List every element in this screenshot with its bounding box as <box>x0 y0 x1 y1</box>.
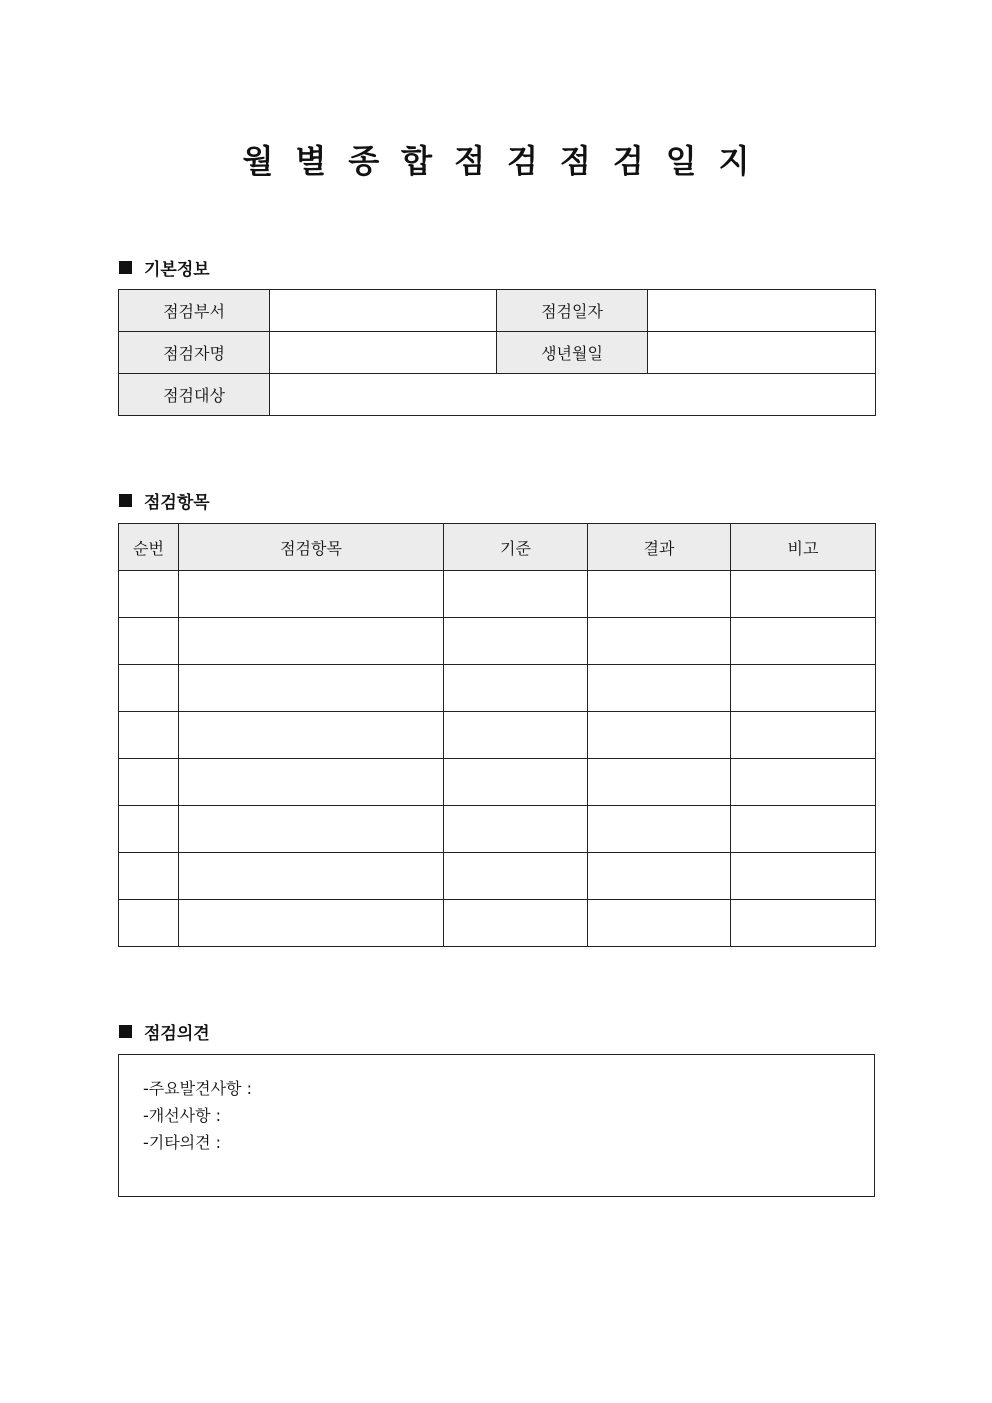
cell-result[interactable] <box>588 665 731 712</box>
cell-no[interactable] <box>119 618 179 665</box>
cell-no[interactable] <box>119 759 179 806</box>
header-item: 점검항목 <box>179 524 444 571</box>
cell-remarks[interactable] <box>731 900 876 947</box>
cell-item[interactable] <box>179 712 444 759</box>
cell-remarks[interactable] <box>731 759 876 806</box>
section-heading-basic <box>119 255 210 280</box>
basic-info-table <box>118 289 876 416</box>
document-title: 월별종합점검점검일지 <box>242 142 772 180</box>
section-heading-opinion <box>119 1019 210 1044</box>
cell-standard[interactable] <box>444 571 588 618</box>
opinion-findings: -주요발견사항 : <box>143 1079 252 1098</box>
cell-item[interactable] <box>179 853 444 900</box>
birth-label: 생년월일 <box>497 332 648 374</box>
square-bullet-icon <box>119 494 132 507</box>
inspection-items-table <box>118 523 876 947</box>
cell-standard[interactable] <box>444 900 588 947</box>
cell-standard[interactable] <box>444 618 588 665</box>
cell-standard[interactable] <box>444 712 588 759</box>
header-no: 순번 <box>119 524 179 571</box>
cell-item[interactable] <box>179 618 444 665</box>
cell-no[interactable] <box>119 900 179 947</box>
cell-item[interactable] <box>179 571 444 618</box>
table-row <box>119 712 876 759</box>
table-row <box>119 806 876 853</box>
cell-remarks[interactable] <box>731 806 876 853</box>
cell-remarks[interactable] <box>731 665 876 712</box>
cell-remarks[interactable] <box>731 853 876 900</box>
cell-item[interactable] <box>179 665 444 712</box>
header-result: 결과 <box>588 524 731 571</box>
opinion-other: -기타의견 : <box>143 1133 222 1152</box>
cell-no[interactable] <box>119 665 179 712</box>
cell-no[interactable] <box>119 712 179 759</box>
table-row <box>119 618 876 665</box>
target-field[interactable] <box>270 374 876 416</box>
cell-no[interactable] <box>119 806 179 853</box>
table-row <box>119 665 876 712</box>
dept-field[interactable] <box>270 290 497 332</box>
cell-item[interactable] <box>179 759 444 806</box>
cell-result[interactable] <box>588 853 731 900</box>
cell-result[interactable] <box>588 571 731 618</box>
cell-remarks[interactable] <box>731 712 876 759</box>
cell-no[interactable] <box>119 571 179 618</box>
date-label: 점검일자 <box>497 290 648 332</box>
table-row <box>119 853 876 900</box>
section-heading-items <box>119 488 210 513</box>
cell-item[interactable] <box>179 900 444 947</box>
cell-standard[interactable] <box>444 665 588 712</box>
section-heading-label: 점검항목 <box>144 493 210 513</box>
cell-item[interactable] <box>179 806 444 853</box>
section-heading-label: 기본정보 <box>144 260 210 280</box>
table-row <box>119 900 876 947</box>
inspector-label: 점검자명 <box>119 332 270 374</box>
date-field[interactable] <box>648 290 876 332</box>
cell-no[interactable] <box>119 853 179 900</box>
table-row <box>119 571 876 618</box>
dept-label: 점검부서 <box>119 290 270 332</box>
header-standard: 기준 <box>444 524 588 571</box>
birth-field[interactable] <box>648 332 876 374</box>
cell-result[interactable] <box>588 900 731 947</box>
cell-standard[interactable] <box>444 806 588 853</box>
table-row <box>119 759 876 806</box>
square-bullet-icon <box>119 1025 132 1038</box>
header-remarks: 비고 <box>731 524 876 571</box>
cell-result[interactable] <box>588 618 731 665</box>
opinion-improvements: -개선사항 : <box>143 1106 222 1125</box>
cell-result[interactable] <box>588 759 731 806</box>
cell-remarks[interactable] <box>731 618 876 665</box>
inspector-field[interactable] <box>270 332 497 374</box>
cell-result[interactable] <box>588 806 731 853</box>
opinion-box[interactable] <box>118 1054 875 1197</box>
square-bullet-icon <box>119 261 132 274</box>
cell-standard[interactable] <box>444 853 588 900</box>
cell-result[interactable] <box>588 712 731 759</box>
cell-standard[interactable] <box>444 759 588 806</box>
section-heading-label: 점검의견 <box>144 1024 210 1044</box>
cell-remarks[interactable] <box>731 571 876 618</box>
target-label: 점검대상 <box>119 374 270 416</box>
